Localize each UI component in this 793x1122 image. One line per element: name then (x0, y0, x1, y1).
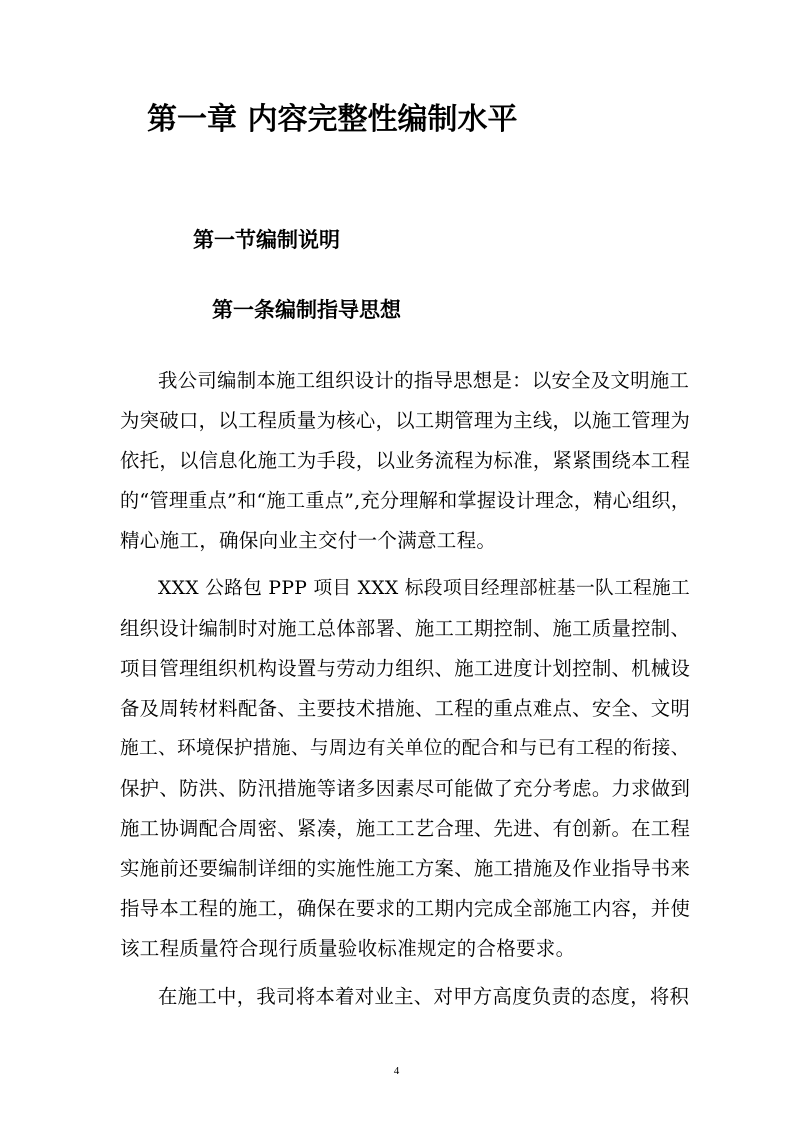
text-line: 保护、防洪、防汛措施等诸多因素尽可能做了充分考虑。力求做到 (120, 777, 691, 800)
text-line: 项目管理组织机构设置与劳动力组织、施工进度计划控制、机械设 (120, 657, 691, 680)
text-line: 备及周转材料配备、主要技术措施、工程的重点难点、安全、文明 (120, 697, 691, 720)
page-number: 4 (393, 1065, 400, 1077)
text-line: 依托，以信息化施工为手段，以业务流程为标准，紧紧围绕本工程 (120, 449, 691, 472)
text-line: 为突破口，以工程质量为核心，以工期管理为主线，以施工管理为 (120, 409, 691, 432)
text-line: 精心施工，确保向业主交付一个满意工程。 (120, 529, 497, 552)
chapter-title: 第一章 内容完整性编制水平 (147, 102, 518, 137)
text-line: 的“管理重点”和“施工重点”,充分理解和掌握设计理念，精心组织， (120, 489, 691, 512)
text-line: 我公司编制本施工组织设计的指导思想是：以安全及文明施工 (158, 369, 690, 392)
text-line: 组织设计编制时对施工总体部署、施工工期控制、施工质量控制、 (120, 617, 691, 640)
text-line: 指导本工程的施工，确保在要求的工期内完成全部施工内容，并使 (120, 897, 691, 920)
article-title: 第一条编制指导思想 (212, 297, 401, 322)
section-title: 第一节编制说明 (193, 227, 340, 252)
text-line: 实施前还要编制详细的实施性施工方案、施工措施及作业指导书来 (120, 857, 691, 880)
text-line: 在施工中，我司将本着对业主、对甲方高度负责的态度，将积 (158, 985, 690, 1008)
text-line: XXX 公路包 PPP 项目 XXX 标段项目经理部桩基一队工程施工 (158, 578, 691, 599)
text-line: 施工协调配合周密、紧凑，施工工艺合理、先进、有创新。在工程 (120, 817, 691, 840)
text-line: 该工程质量符合现行质量验收标准规定的合格要求。 (120, 937, 576, 960)
text-line: 施工、环境保护措施、与周边有关单位的配合和与已有工程的衔接、 (120, 738, 690, 759)
